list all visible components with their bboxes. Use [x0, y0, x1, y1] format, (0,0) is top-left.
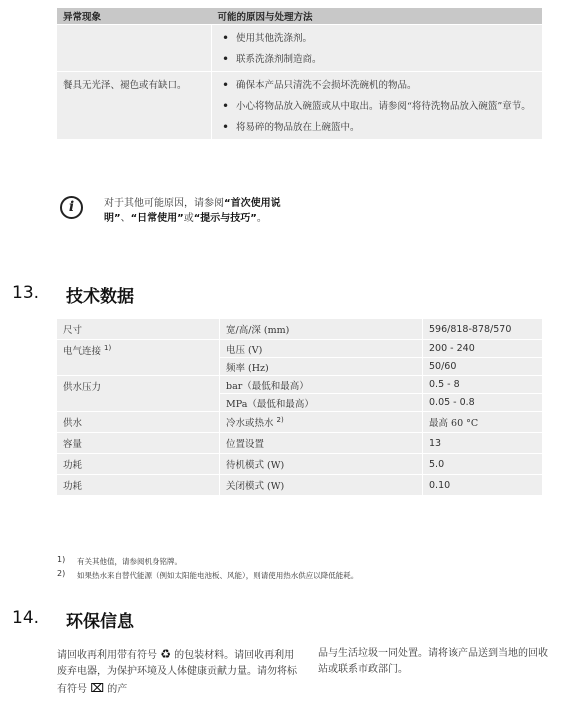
section-title: 环保信息	[66, 612, 134, 632]
footnote-text: 有关其他值，请参阅机身铭牌。	[77, 557, 182, 566]
list-item: • 联系洗涤剂制造商。	[218, 52, 536, 67]
value-cell: 5.0	[423, 454, 543, 475]
env-text: 请回收再利用带有符号	[57, 650, 157, 661]
label-text: 电气连接	[63, 346, 102, 357]
label-cell	[57, 340, 220, 376]
value-cell: 596/818-878/570	[423, 319, 543, 340]
footnote-text: 如果热水来自替代能源（例如太阳能电池板、风能），则请使用热水供应以降低能耗。	[77, 571, 359, 580]
header-symptom: 异常现象	[57, 8, 212, 25]
param-cell: 宽/高/深 (mm)	[220, 319, 423, 340]
note-ref-tips: “提示与技巧”	[193, 213, 257, 224]
table-row	[57, 454, 542, 475]
section-title: 技术数据	[66, 287, 134, 307]
note-text: 对于其他可能原因，请参阅	[104, 198, 224, 209]
header-solution: 可能的原因与处理方法	[212, 8, 543, 25]
note-separator: 、	[120, 213, 131, 224]
section-number: 14.	[12, 608, 40, 628]
footnote-number: 2)	[57, 569, 66, 578]
technical-data-table	[57, 319, 542, 496]
note-or: 或	[183, 213, 194, 224]
troubleshooting-header-row	[57, 8, 542, 25]
param-cell: 待机模式 (W)	[220, 454, 423, 475]
param-cell: MPa（最低和最高）	[220, 394, 423, 412]
solution-cell	[212, 72, 543, 140]
environment-text-column-2: 品与生活垃圾一同处置。请将该产品送到当地的回收站或联系市政部门。	[318, 648, 548, 675]
list-item: • 使用其他洗涤剂。	[218, 31, 536, 46]
solution-cell	[212, 25, 543, 72]
info-note	[104, 196, 314, 226]
value-cell: 0.05 - 0.8	[423, 394, 543, 412]
param-cell: bar（最低和最高）	[220, 376, 423, 394]
crossed-bin-icon: ⌧	[90, 681, 105, 695]
param-cell: 位置设置	[220, 433, 423, 454]
section-number: 13.	[12, 283, 40, 303]
note-ref-daily-use: “日常使用”	[130, 213, 184, 224]
env-text: 的包装材料。请回收再利用废弃电器，为保护环境及人体健康贡献力量。请勿将标有符号	[57, 650, 297, 695]
footnote	[57, 556, 182, 567]
table-row	[57, 475, 542, 496]
symptom-cell	[57, 25, 212, 72]
label-cell: 供水	[57, 412, 220, 433]
label-cell: 尺寸	[57, 319, 220, 340]
table-row	[57, 412, 542, 433]
table-row	[57, 25, 542, 72]
value-cell: 50/60	[423, 358, 543, 376]
note-ref-first-use: “首次使用说明”	[104, 198, 281, 224]
param-cell	[220, 412, 423, 433]
troubleshooting-table	[57, 8, 542, 140]
table-row	[57, 72, 542, 140]
table-row	[57, 340, 542, 358]
info-icon: i	[60, 196, 83, 219]
label-cell: 供水压力	[57, 376, 220, 412]
footnote-ref: 1)	[104, 343, 112, 352]
label-cell: 功耗	[57, 475, 220, 496]
note-end: 。	[256, 213, 267, 224]
footnote-number: 1)	[57, 555, 66, 564]
table-row	[57, 319, 542, 340]
symptom-cell: 餐具无光泽、褪色或有缺口。	[57, 72, 212, 140]
footnote-ref: 2)	[276, 415, 284, 424]
recycle-icon: ♻	[160, 647, 171, 661]
env-text: 的产	[107, 684, 128, 695]
environment-text-column-1	[57, 646, 297, 698]
value-cell: 13	[423, 433, 543, 454]
param-cell: 频率 (Hz)	[220, 358, 423, 376]
label-cell: 功耗	[57, 454, 220, 475]
param-cell: 电压 (V)	[220, 340, 423, 358]
param-cell: 关闭模式 (W)	[220, 475, 423, 496]
list-item: • 小心将物品放入碗篮或从中取出。请参阅“将待洗物品放入碗篮”章节。	[218, 99, 536, 114]
value-cell: 0.10	[423, 475, 543, 496]
param-text: 冷水或热水	[226, 418, 274, 429]
table-row	[57, 376, 542, 394]
value-cell: 200 - 240	[423, 340, 543, 358]
value-cell: 0.5 - 8	[423, 376, 543, 394]
list-item: • 确保本产品只清洗不会损坏洗碗机的物品。	[218, 78, 536, 93]
footnote	[57, 570, 358, 581]
list-item: • 将易碎的物品放在上碗篮中。	[218, 120, 536, 135]
table-row	[57, 433, 542, 454]
label-cell: 容量	[57, 433, 220, 454]
value-cell: 最高 60 °C	[423, 412, 543, 433]
